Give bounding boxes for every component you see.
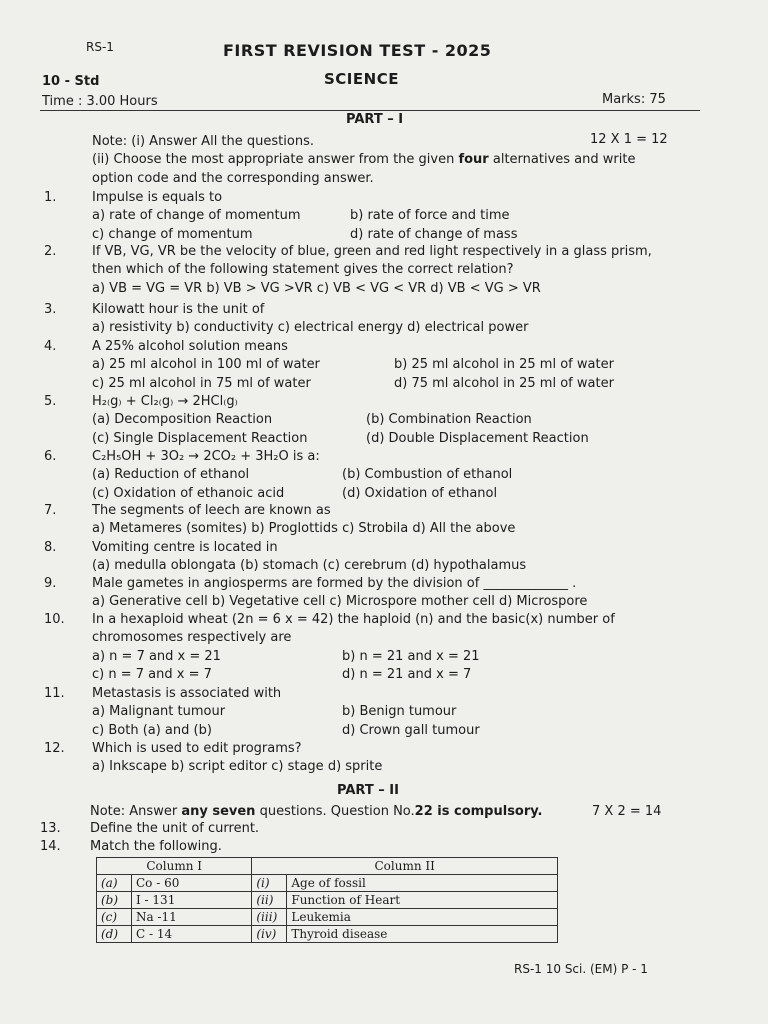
question-number: 14. <box>40 839 61 854</box>
row-key: (iii) <box>252 909 287 926</box>
answer-option: c) 25 ml alcohol in 75 ml of water <box>92 375 311 391</box>
question-number: 12. <box>44 741 65 756</box>
row-item: C - 14 <box>132 926 252 943</box>
question-number: 6. <box>44 449 57 464</box>
answer-option: d) Crown gall tumour <box>342 722 480 738</box>
row-match: Age of fossil <box>287 875 558 892</box>
question-text: C₂H₅OH + 3O₂ → 2CO₂ + 3H₂O is a: <box>92 449 320 464</box>
part2-marks: 7 X 2 = 14 <box>592 804 662 819</box>
answer-option: (b) Combustion of ethanol <box>342 467 513 483</box>
question-13-text: Define the unit of current. <box>90 821 260 836</box>
question-number: 9. <box>44 576 57 591</box>
question-number: 13. <box>40 821 61 836</box>
test-title: FIRST REVISION TEST - 2025 <box>223 41 492 60</box>
part1-note-3: option code and the corresponding answer. <box>92 171 374 186</box>
question-number: 7. <box>44 503 57 518</box>
question-text: If VB, VG, VR be the velocity of blue, green and red light respectively in a glass prism, <box>92 244 652 259</box>
row-key: (ii) <box>252 892 287 909</box>
answer-option: c) n = 7 and x = 7 <box>92 666 212 682</box>
question-text: Impulse is equals to <box>92 190 223 205</box>
answer-option: (b) Combination Reaction <box>366 412 532 428</box>
question-number: 11. <box>44 686 65 701</box>
question-text: Metastasis is associated with <box>92 686 282 701</box>
standard-label: 10 - Std <box>42 74 100 89</box>
answer-option: a) Metameres (somites) b) Proglottids c) Strobila d) All the above <box>92 521 516 537</box>
answer-option: (d) Oxidation of ethanol <box>342 485 498 501</box>
question-number: 8. <box>44 540 57 555</box>
answer-option: b) 25 ml alcohol in 25 ml of water <box>394 357 614 373</box>
part1-marks: 12 X 1 = 12 <box>590 132 668 147</box>
row-key: (b) <box>97 892 132 909</box>
table-row <box>97 892 558 909</box>
row-key: (d) <box>97 926 132 943</box>
answer-option: b) n = 21 and x = 21 <box>342 648 480 664</box>
question-number: 3. <box>44 302 57 317</box>
table-row <box>97 926 558 943</box>
answer-option: a) resistivity b) conductivity c) electrical energy d) electrical power <box>92 320 529 336</box>
answer-option: c) Both (a) and (b) <box>92 722 212 738</box>
part1-note-1: Note: (i) Answer All the questions. <box>92 134 314 149</box>
question-number: 2. <box>44 244 57 259</box>
answer-option: a) Inkscape b) script editor c) stage d) sprite <box>92 759 383 775</box>
question-text: H₂₍g₎ + Cl₂₍g₎ → 2HCl₍g₎ <box>92 394 238 409</box>
time-label: Time : 3.00 Hours <box>42 94 158 109</box>
answer-option: a) VB = VG = VR b) VB > VG >VR c) VB < VG < VR d) VB < VG > VR <box>92 280 541 296</box>
question-text: Vomiting centre is located in <box>92 540 278 555</box>
header-divider <box>40 110 700 111</box>
part1-heading: PART – I <box>346 112 404 127</box>
question-text: Male gametes in angiosperms are formed by the division of _____________ . <box>92 576 577 591</box>
table-row <box>97 909 558 926</box>
answer-option: d) 75 ml alcohol in 25 ml of water <box>394 375 614 391</box>
answer-option: b) rate of force and time <box>350 208 510 224</box>
match-table <box>96 857 558 943</box>
row-key: (c) <box>97 909 132 926</box>
question-number: 1. <box>44 190 57 205</box>
answer-option: a) 25 ml alcohol in 100 ml of water <box>92 357 320 373</box>
question-number: 10. <box>44 612 65 627</box>
row-item: Na -11 <box>132 909 252 926</box>
answer-option: (c) Oxidation of ethanoic acid <box>92 485 285 501</box>
row-key: (i) <box>252 875 287 892</box>
answer-option: d) n = 21 and x = 7 <box>342 666 472 682</box>
row-match: Leukemia <box>287 909 558 926</box>
answer-option: (a) Reduction of ethanol <box>92 467 250 483</box>
subject-title: SCIENCE <box>324 70 399 88</box>
answer-option: a) rate of change of momentum <box>92 208 301 224</box>
answer-option: (d) Double Displacement Reaction <box>366 430 589 446</box>
answer-option: (a) Decomposition Reaction <box>92 412 273 428</box>
table-row <box>97 875 558 892</box>
question-text: Which is used to edit programs? <box>92 741 302 756</box>
question-text: chromosomes respectively are <box>92 630 292 646</box>
paper-code: RS-1 <box>86 40 114 54</box>
answer-option: a) Generative cell b) Vegetative cell c) Microspore mother cell d) Microspore <box>92 594 588 610</box>
row-item: Co - 60 <box>132 875 252 892</box>
answer-option: a) Malignant tumour <box>92 704 226 720</box>
question-text: The segments of leech are known as <box>92 503 331 518</box>
answer-option: (c) Single Displacement Reaction <box>92 430 308 446</box>
part2-note: Note: Answer any seven questions. Question No.22 is compulsory. <box>90 804 543 819</box>
question-text: A 25% alcohol solution means <box>92 339 288 354</box>
column-1-header: Column I <box>97 858 252 875</box>
question-number: 5. <box>44 394 57 409</box>
page-footer: RS-1 10 Sci. (EM) P - 1 <box>514 962 648 976</box>
row-item: I - 131 <box>132 892 252 909</box>
answer-option: (a) medulla oblongata (b) stomach (c) cerebrum (d) hypothalamus <box>92 558 527 574</box>
question-number: 4. <box>44 339 57 354</box>
row-match: Thyroid disease <box>287 926 558 943</box>
question-text: In a hexaploid wheat (2n = 6 x = 42) the haploid (n) and the basic(x) number of <box>92 612 615 627</box>
question-text: Kilowatt hour is the unit of <box>92 302 265 317</box>
row-key: (a) <box>97 875 132 892</box>
part1-note-2: (ii) Choose the most appropriate answer from the given four alternatives and write <box>92 152 636 167</box>
question-text: then which of the following statement gives the correct relation? <box>92 262 514 278</box>
marks-label: Marks: 75 <box>602 92 666 107</box>
part2-heading: PART – II <box>337 783 399 798</box>
row-key: (iv) <box>252 926 287 943</box>
row-match: Function of Heart <box>287 892 558 909</box>
column-2-header: Column II <box>252 858 558 875</box>
answer-option: c) change of momentum <box>92 226 253 242</box>
answer-option: b) Benign tumour <box>342 704 457 720</box>
question-14-text: Match the following. <box>90 839 222 854</box>
answer-option: d) rate of change of mass <box>350 226 518 242</box>
answer-option: a) n = 7 and x = 21 <box>92 648 221 664</box>
